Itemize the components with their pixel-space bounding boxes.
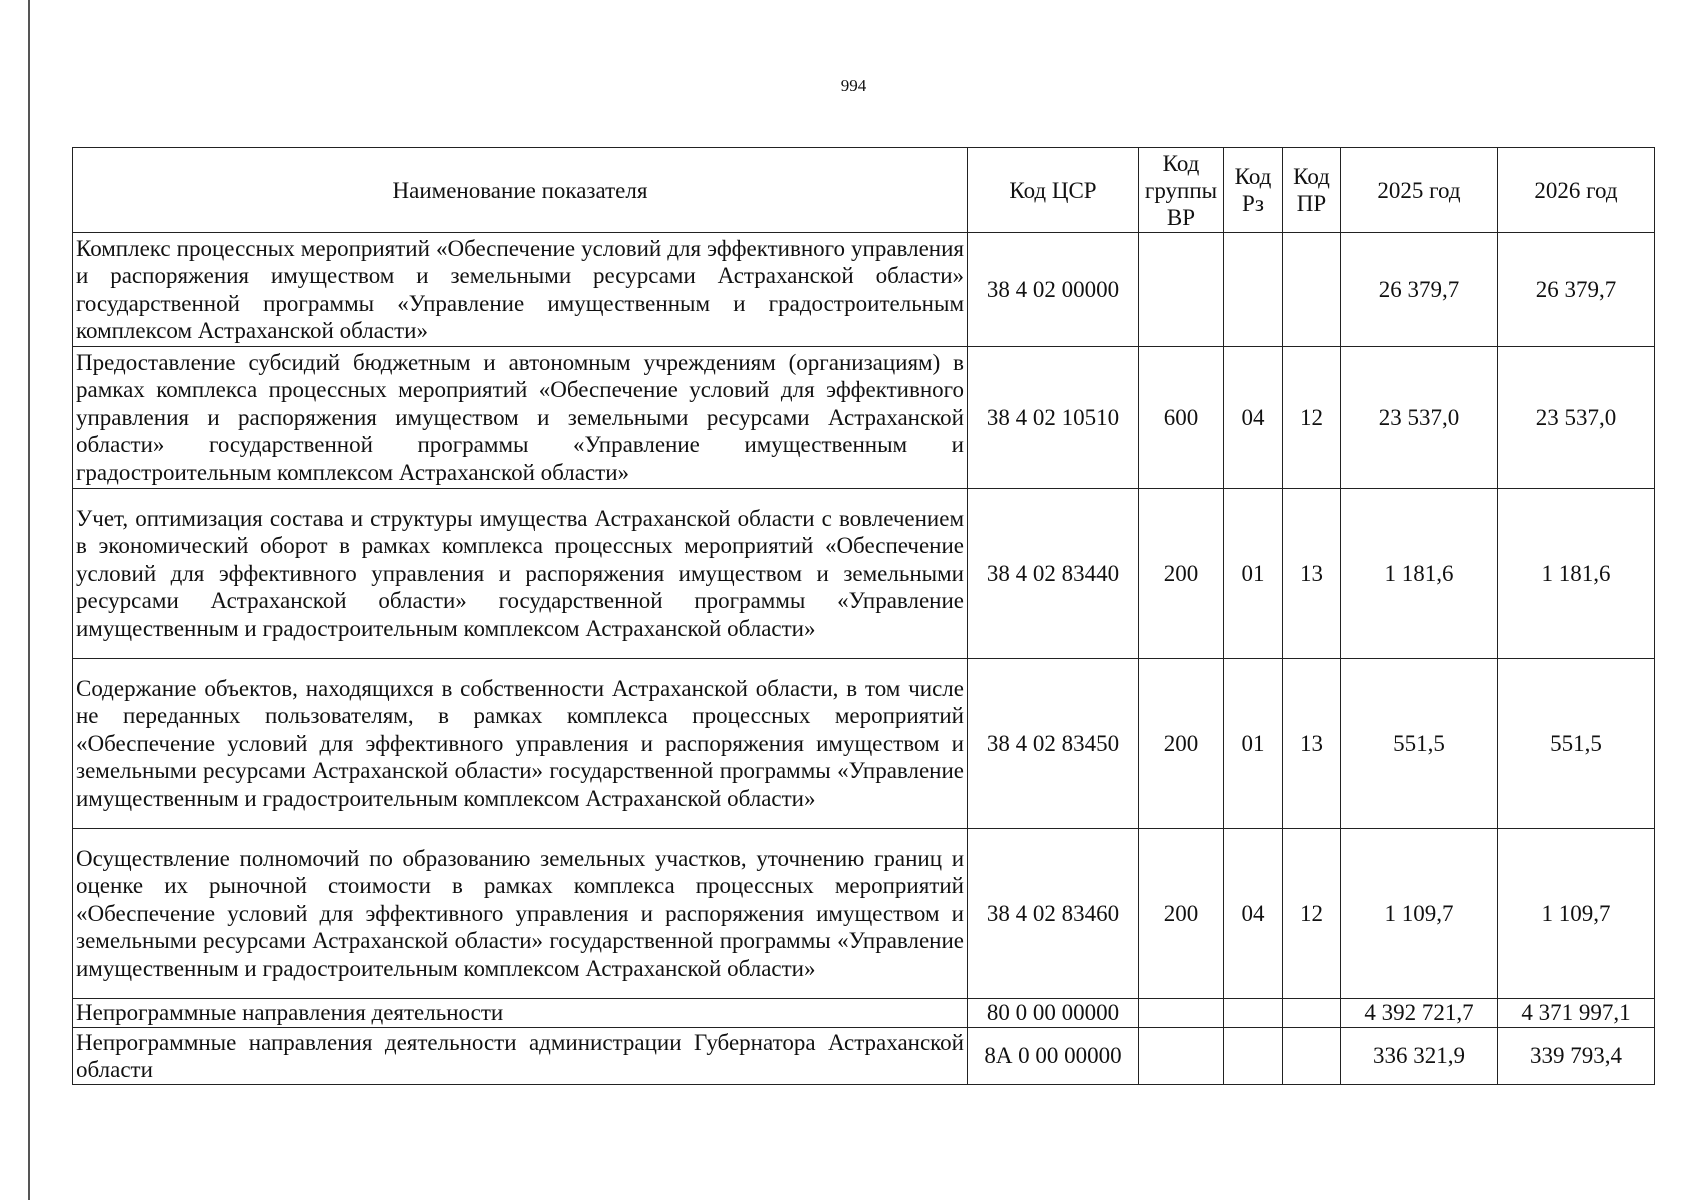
row-vr: 600 (1139, 347, 1224, 489)
row-name: Осуществление полномочий по образованию земельных участков, уточнению границ и оценке их рыночной стоимости в рамках комплекса процессных мероприятий «Обеспечение условий для эффективного управления и распоряжения имуществом и земельными ресурсами Астраханской области» государственной программы «Управление имущественным и градостроительным комплексом Астраханской области» (73, 829, 968, 999)
row-2026: 4 371 997,1 (1498, 999, 1655, 1028)
table-header-row (73, 148, 1655, 233)
scan-edge-line (28, 0, 30, 1200)
row-2025: 1 181,6 (1341, 489, 1498, 659)
row-2026: 551,5 (1498, 659, 1655, 829)
row-2026: 26 379,7 (1498, 233, 1655, 347)
header-pr: Код ПР (1283, 148, 1341, 233)
header-2025: 2025 год (1341, 148, 1498, 233)
row-rz: 01 (1224, 659, 1283, 829)
row-name: Учет, оптимизация состава и структуры имущества Астраханской области с вовлечением в экономический оборот в рамках комплекса процессных мероприятий «Обеспечение условий для эффективного управления и распоряжения имуществом и земельными ресурсами Астраханской области» государственной программы «Управление имущественным и градостроительным комплексом Астраханской области» (73, 489, 968, 659)
table-row (73, 347, 1655, 489)
header-name: Наименование показателя (73, 148, 968, 233)
table-row (73, 659, 1655, 829)
row-rz: 04 (1224, 347, 1283, 489)
row-vr: 200 (1139, 659, 1224, 829)
table-row (73, 1028, 1655, 1085)
row-name: Непрограммные направления деятельности администрации Губернатора Астраханской области (73, 1028, 968, 1085)
table-row (73, 999, 1655, 1028)
row-name: Предоставление субсидий бюджетным и автономным учреждениям (организациям) в рамках комплекса процессных мероприятий «Обеспечение условий для эффективного управления и распоряжения имуществом и земельными ресурсами Астраханской области» государственной программы «Управление имущественным и градостроительным комплексом Астраханской области» (73, 347, 968, 489)
row-2026: 1 109,7 (1498, 829, 1655, 999)
row-csr: 38 4 02 10510 (968, 347, 1139, 489)
row-2026: 339 793,4 (1498, 1028, 1655, 1085)
row-vr (1139, 1028, 1224, 1085)
row-2025: 4 392 721,7 (1341, 999, 1498, 1028)
row-rz: 04 (1224, 829, 1283, 999)
row-csr: 38 4 02 83460 (968, 829, 1139, 999)
table-row (73, 233, 1655, 347)
row-pr: 12 (1283, 829, 1341, 999)
row-pr: 13 (1283, 489, 1341, 659)
row-vr: 200 (1139, 829, 1224, 999)
row-vr (1139, 233, 1224, 347)
row-pr: 13 (1283, 659, 1341, 829)
row-rz (1224, 233, 1283, 347)
row-2025: 551,5 (1341, 659, 1498, 829)
row-rz (1224, 999, 1283, 1028)
row-csr: 38 4 02 83440 (968, 489, 1139, 659)
row-pr (1283, 233, 1341, 347)
header-csr: Код ЦСР (968, 148, 1139, 233)
row-pr: 12 (1283, 347, 1341, 489)
row-2025: 23 537,0 (1341, 347, 1498, 489)
row-2025: 336 321,9 (1341, 1028, 1498, 1085)
row-pr (1283, 1028, 1341, 1085)
budget-table (72, 147, 1655, 1085)
row-rz (1224, 1028, 1283, 1085)
row-2025: 1 109,7 (1341, 829, 1498, 999)
row-name: Непрограммные направления деятельности (73, 999, 968, 1028)
row-name: Содержание объектов, находящихся в собственности Астраханской области, в том числе не переданных пользователям, в рамках комплекса процессных мероприятий «Обеспечение условий для эффективного управления и распоряжения имуществом и земельными ресурсами Астраханской области» государственной программы «Управление имущественным и градостроительным комплексом Астраханской области» (73, 659, 968, 829)
row-csr: 38 4 02 83450 (968, 659, 1139, 829)
row-vr: 200 (1139, 489, 1224, 659)
row-name: Комплекс процессных мероприятий «Обеспечение условий для эффективного управления и распоряжения имуществом и земельными ресурсами Астраханской области» государственной программы «Управление имущественным и градостроительным комплексом Астраханской области» (73, 233, 968, 347)
row-csr: 80 0 00 00000 (968, 999, 1139, 1028)
header-rz: Код Рз (1224, 148, 1283, 233)
row-2026: 23 537,0 (1498, 347, 1655, 489)
header-2026: 2026 год (1498, 148, 1655, 233)
page-number: 994 (840, 76, 867, 95)
row-rz: 01 (1224, 489, 1283, 659)
table-row (73, 829, 1655, 999)
table-row (73, 489, 1655, 659)
row-csr: 8А 0 00 00000 (968, 1028, 1139, 1085)
row-2025: 26 379,7 (1341, 233, 1498, 347)
row-2026: 1 181,6 (1498, 489, 1655, 659)
row-vr (1139, 999, 1224, 1028)
row-csr: 38 4 02 00000 (968, 233, 1139, 347)
header-vr: Код группы ВР (1139, 148, 1224, 233)
row-pr (1283, 999, 1341, 1028)
